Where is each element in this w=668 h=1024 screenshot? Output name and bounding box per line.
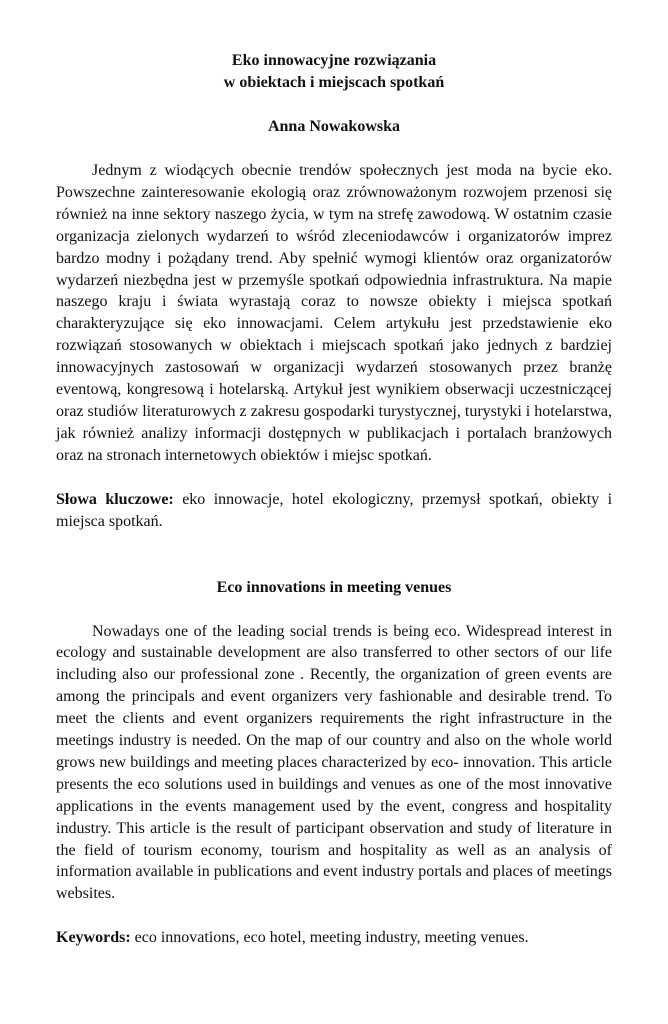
english-keywords-label: Keywords: [56,929,131,947]
english-abstract: Nowadays one of the leading social trends is being eco. Widespread interest in ecology and sustainable development are also transferred to other sectors of our life including also our professional zone . Recently, the organization of green events are among the principals and event organizers very fashionable and desirable trend. To meet the clients and event organizers requirements the right infrastructure in the meetings industry is needed. On the map of our country and also on the whole world grows new buildings and meeting places characterized by eco- innovation. This article presents the eco solutions used in buildings and venues as one of the most innovative applications in the events management used by the event, congress and hospitality industry. This article is the result of participant observation and study of literature in the field of tourism economy, tourism and hospitality as well as an analysis of information available in publications and event industry portals and places of meetings websites. [56,622,612,903]
polish-title-line-1: Eko innowacyjne rozwiązania [231,52,437,69]
polish-keywords-text: eko innowacje, hotel ekologiczny, przemysł spotkań, obiekty i miejsca spotkań. [56,490,613,530]
author-name: Anna Nowakowska [267,118,401,135]
polish-title-line-2: w obiektach i miejscach spotkań [223,74,445,91]
english-keywords [56,927,612,949]
english-keywords-text: eco innovations, eco hotel, meeting industry, meeting venues. [130,929,529,947]
english-title: Eco innovations in meeting venues [216,578,452,596]
polish-keywords-label: Słowa kluczowe: [56,490,174,508]
polish-abstract: Jednym z wiodących obecnie trendów społecznych jest moda na bycie eko. Powszechne zainteresowanie ekologią oraz zrównoważonym rozwojem przenosi się również na inne sektory naszego życia, w tym na strefę zawodową. W ostatnim czasie organizacja zielonych wydarzeń to wśród zleceniodawców i organizatorów imprez bardzo modny i pożądany trend. Aby spełnić wymogi klientów oraz organizatorów wydarzeń niezbędna jest w przemyśle spotkań odpowiednia infrastruktura. Na mapie naszego kraju i świata wyrastają coraz to nowsze obiekty i miejsca spotkań charakteryzujące się eko innowacjami. Celem artykułu jest przedstawienie eko rozwiązań stosowanych w obiektach i miejscach spotkań jako jednych z bardziej innowacyjnych zastosowań w organizacji wydarzeń stosowanych przez branżę eventową, kongresową i hotelarską. Artykuł jest wynikiem obserwacji uczestniczącej oraz studiów literaturowych z zakresu gospodarki turystycznej, turystyki i hotelarstwa, jak również analizy informacji dostępnych w publikacjach i portalach branżowych oraz na stronach internetowych obiektów i miejsc spotkań. [56,162,612,464]
polish-keywords [56,489,612,533]
polish-title [56,0,612,94]
